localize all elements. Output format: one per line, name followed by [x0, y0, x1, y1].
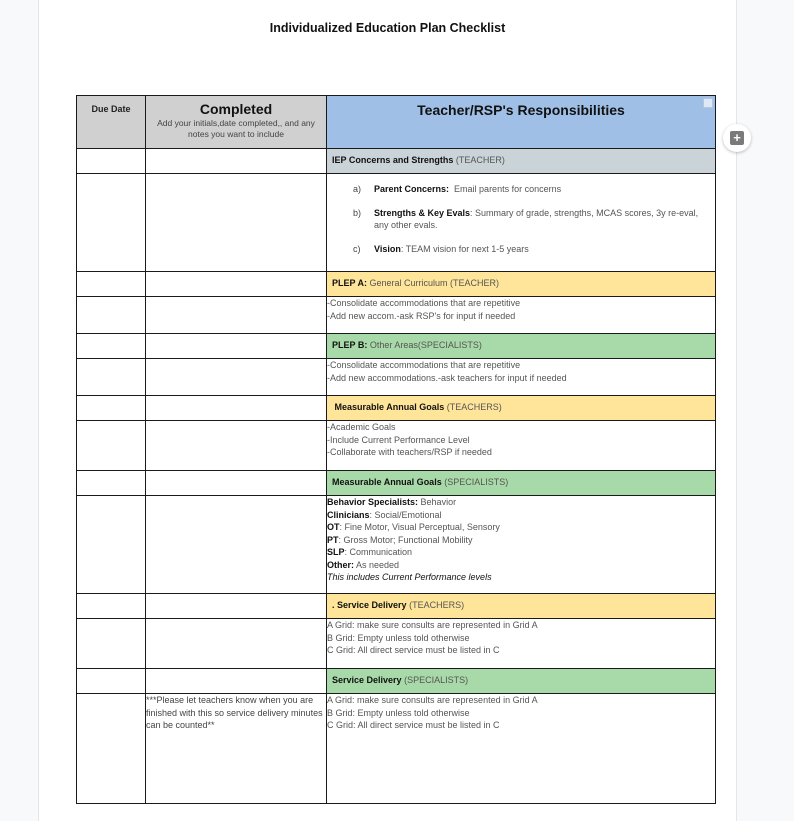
cell-corner-icon[interactable] — [703, 98, 713, 108]
content-row-goals-specialists — [77, 496, 716, 594]
header-responsibilities — [327, 96, 716, 149]
completed-cell[interactable] — [146, 297, 327, 334]
section-title: PLEP B: — [332, 340, 368, 350]
completed-cell[interactable] — [146, 334, 327, 359]
italic-note: This includes Current Performance levels — [327, 572, 492, 582]
due-date-cell[interactable] — [77, 149, 146, 174]
entry-text: Behavior — [418, 497, 457, 507]
completed-cell[interactable] — [146, 669, 327, 694]
document-title: Individualized Education Plan Checklist — [269, 21, 506, 35]
due-date-cell[interactable] — [77, 694, 146, 804]
content-cell-iep — [327, 174, 716, 272]
section-heading-plep-b — [327, 334, 716, 359]
content-line: A Grid: make sure consults are represented in Grid A — [327, 695, 538, 705]
content-cell-service-teachers — [327, 619, 716, 669]
section-row-goals-specialists — [77, 471, 716, 496]
due-date-cell[interactable] — [77, 272, 146, 297]
content-line: B Grid: Empty unless told otherwise — [327, 707, 470, 718]
item-label: Vision — [374, 243, 401, 254]
content-line: A Grid: make sure consults are represented in Grid A — [327, 620, 538, 630]
header-completed — [146, 96, 327, 149]
section-heading-iep — [327, 149, 716, 174]
content-line — [327, 509, 715, 522]
section-owner: General Curriculum (TEACHER) — [369, 278, 500, 288]
checklist-table — [76, 95, 716, 804]
completed-cell[interactable] — [146, 174, 327, 272]
content-row-service-teachers — [77, 619, 716, 669]
content-cell-goals-teachers — [327, 421, 716, 471]
due-date-cell[interactable] — [77, 174, 146, 272]
completed-cell[interactable] — [146, 619, 327, 669]
due-date-cell[interactable] — [77, 297, 146, 334]
content-line — [327, 559, 715, 572]
due-date-cell[interactable] — [77, 396, 146, 421]
entry-label: Clinicians — [327, 509, 370, 520]
section-owner: (TEACHERS) — [446, 402, 502, 412]
content-line: -Add new accommodations.-ask teachers for input if needed — [327, 372, 567, 383]
due-date-cell[interactable] — [77, 619, 146, 669]
section-title: Service Delivery — [332, 675, 402, 685]
entry-text: As needed — [354, 559, 400, 570]
content-row-iep — [77, 174, 716, 272]
section-heading-goals-teachers — [327, 396, 716, 421]
entry-text: : Communication — [344, 547, 413, 557]
header-row — [77, 96, 716, 149]
content-line: -Consolidate accommodations that are repetitive — [327, 298, 521, 308]
content-row-plep-a — [77, 297, 716, 334]
completed-cell[interactable] — [146, 359, 327, 396]
section-owner: Other Areas(SPECIALISTS) — [369, 340, 482, 350]
content-line: -Collaborate with teachers/RSP if needed — [327, 447, 492, 457]
section-owner: (SPECIALISTS) — [444, 477, 509, 487]
list-marker: a) — [353, 184, 362, 194]
due-date-cell[interactable] — [77, 496, 146, 594]
section-owner: (TEACHERS) — [409, 600, 465, 610]
item-text: Email parents for concerns — [454, 184, 562, 194]
content-line — [327, 534, 715, 547]
section-heading-goals-specialists — [327, 471, 716, 496]
completed-cell[interactable] — [146, 594, 327, 619]
section-title: PLEP A: — [332, 278, 368, 288]
due-date-cell[interactable] — [77, 669, 146, 694]
due-date-cell[interactable] — [77, 471, 146, 496]
completed-cell[interactable] — [146, 272, 327, 297]
section-row-plep-b — [77, 334, 716, 359]
section-heading-plep-a — [327, 272, 716, 297]
section-row-iep — [77, 149, 716, 174]
content-row-service-specialists — [77, 694, 716, 804]
content-line: C Grid: All direct service must be listed in C — [327, 720, 500, 730]
due-date-cell[interactable] — [77, 359, 146, 396]
content-line: -Add new accom.-ask RSP's for input if needed — [327, 310, 516, 321]
section-row-service-teachers — [77, 594, 716, 619]
section-row-service-specialists — [77, 669, 716, 694]
content-line: -Include Current Performance Level — [327, 434, 470, 445]
entry-label: Behavior Specialists: — [327, 497, 419, 507]
section-heading-service-specialists — [327, 669, 716, 694]
entry-text: : Gross Motor; Functional Mobility — [338, 534, 473, 545]
item-label: Strengths & Key Evals — [374, 207, 471, 218]
completed-cell[interactable] — [146, 149, 327, 174]
completed-cell-note[interactable]: ***Please let teachers know when you are finished with this so service delivery minutes can be counted** — [146, 694, 327, 804]
header-completed-title: Completed — [199, 101, 273, 117]
content-line — [327, 546, 715, 559]
content-cell-goals-specialists — [327, 496, 716, 594]
section-title: Measurable Annual Goals — [334, 402, 445, 412]
item-text: : TEAM vision for next 1-5 years — [400, 243, 529, 254]
content-row-plep-b — [77, 359, 716, 396]
list-item — [353, 243, 709, 256]
entry-label: OT — [327, 522, 340, 532]
list-marker: b) — [353, 207, 362, 218]
content-cell-plep-b — [327, 359, 716, 396]
due-date-cell[interactable] — [77, 594, 146, 619]
content-cell-plep-a — [327, 297, 716, 334]
item-label: Parent Concerns: — [374, 184, 450, 194]
add-comment-icon: + — [730, 131, 744, 145]
section-owner: (TEACHER) — [455, 155, 505, 165]
entry-text: : Social/Emotional — [369, 509, 442, 520]
list-item — [353, 183, 709, 196]
completed-cell[interactable] — [146, 471, 327, 496]
list-marker: c) — [353, 243, 361, 254]
content-row-goals-teachers — [77, 421, 716, 471]
due-date-cell[interactable] — [77, 334, 146, 359]
section-row-goals-teachers — [77, 396, 716, 421]
section-heading-service-teachers — [327, 594, 716, 619]
content-line: B Grid: Empty unless told otherwise — [327, 632, 470, 643]
section-title: IEP Concerns and Strengths — [332, 155, 454, 165]
entry-label: SLP — [327, 547, 345, 557]
section-row-plep-a — [77, 272, 716, 297]
completed-cell[interactable] — [146, 421, 327, 471]
content-line: -Consolidate accommodations that are repetitive — [327, 360, 521, 370]
entry-label: PT — [327, 534, 339, 545]
due-date-cell[interactable] — [77, 421, 146, 471]
completed-cell[interactable] — [146, 396, 327, 421]
entry-text: : Fine Motor, Visual Perceptual, Sensory — [339, 522, 500, 532]
add-comment-button[interactable] — [723, 124, 751, 152]
content-cell-service-specialists — [327, 694, 716, 804]
content-line — [327, 521, 715, 534]
header-responsibilities-title: Teacher/RSP's Responsibilities — [417, 102, 625, 118]
completed-cell[interactable] — [146, 496, 327, 594]
content-line — [327, 496, 715, 509]
section-title: . Service Delivery — [332, 600, 407, 610]
item-text: : Summary of grade, strengths, MCAS scores, 3y re-eval, any other evals. — [374, 207, 699, 230]
section-owner: (SPECIALISTS) — [404, 675, 469, 685]
header-due-date: Due Date — [77, 96, 146, 149]
list-item — [353, 207, 709, 232]
entry-label: Other: — [327, 559, 354, 570]
header-completed-subtitle: Add your initials,date completed,, and any notes you want to include — [157, 118, 315, 139]
content-line: -Academic Goals — [327, 422, 396, 432]
section-title: Measurable Annual Goals — [332, 477, 442, 487]
content-line: C Grid: All direct service must be listed in C — [327, 645, 500, 655]
